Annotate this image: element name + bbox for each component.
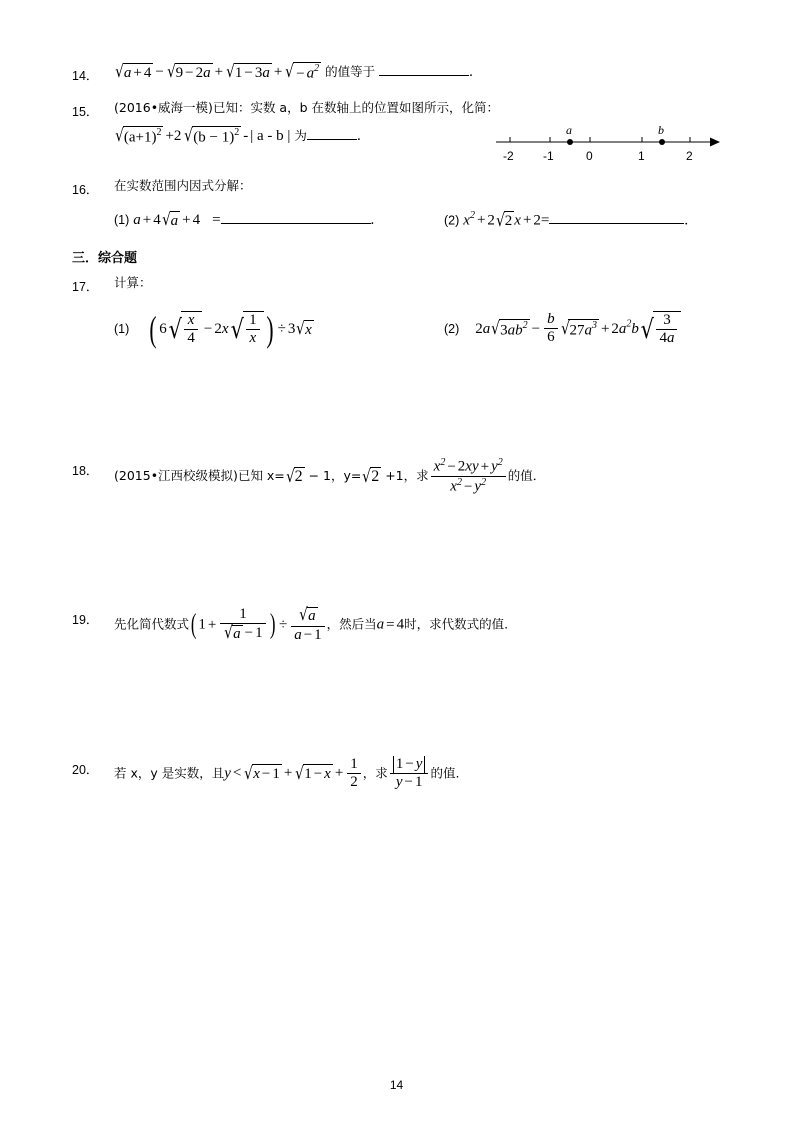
radicand: a: [170, 213, 179, 230]
problem-20-label: 20．: [72, 762, 99, 777]
problem-20-text-before: 若 x，y 是实数，且: [114, 765, 225, 781]
svg-text:1: 1: [638, 149, 645, 163]
problem-14-body: √a + 4 − √9 − 2a + √1 − 3a + √ − $a^2$ 的值等于 .: [115, 62, 473, 83]
radical-2: [285, 467, 305, 487]
radical-sign-icon: √: [184, 126, 194, 147]
problem-20-body: 若 x，y 是实数，且y < √x − 1 + √1 − x + $\frac{1}{2}$ ，求 $\frac{1 - y}{y - 1}$ 的值.: [114, 755, 460, 791]
radical-x: [295, 319, 314, 339]
radical-27a-cubed: [560, 319, 599, 339]
equals-sign: =: [540, 212, 550, 229]
period: .: [356, 128, 361, 144]
radical-sign-icon: √: [295, 763, 305, 784]
sub-label: (1): [114, 213, 130, 227]
radicand: $(a+1)^2$: [123, 127, 162, 146]
radical-sign-icon: √: [496, 210, 505, 231]
problem-14-tail-text: 的值等于: [325, 64, 376, 79]
radical-b-minus-1-squared: [183, 126, 241, 146]
radical-a-plus-4: [114, 62, 153, 82]
fraction-one-half: $\frac{1}{2}$: [347, 756, 361, 792]
condition-a-equals-4: a: [376, 616, 385, 633]
problem-17-text: 计算：: [114, 274, 152, 290]
radical-sign-icon: √: [230, 314, 244, 345]
radicand: x − 1: [253, 766, 280, 783]
radical-sign-icon: √: [115, 126, 124, 147]
problem-19-text-mid: ，然后当: [326, 616, 377, 632]
right-paren: ): [269, 609, 276, 641]
svg-text:b: b: [658, 124, 664, 137]
radical-sign-icon: √: [640, 314, 654, 345]
right-paren: ): [265, 308, 274, 349]
absolute-value: 1 − y: [393, 756, 426, 773]
problem-16: [72, 176, 722, 231]
radical-sign-icon: √: [491, 318, 501, 339]
radicand: a + 4: [123, 65, 152, 82]
problem-17-sub2: (2) $2a√3ab^2$ − $\frac{b}{6}$ $√27a^3 + 2a^2b√$ $\frac{3}{4a}$: [444, 311, 722, 348]
radicand: a: [233, 625, 241, 642]
radical-sign-icon: √: [168, 314, 182, 345]
problem-19-text-after: 时，求代数式的值.: [404, 616, 509, 632]
radical-a: [161, 210, 180, 230]
radical-3-over-4a: [639, 311, 682, 348]
sub-label: (2): [444, 213, 460, 228]
problem-20: [72, 756, 722, 792]
problem-18-label: 18．: [72, 464, 99, 479]
problem-20-text-mid: ，求: [362, 765, 388, 781]
problem-18-y-tail: +1，求: [381, 468, 429, 484]
problem-19-label: 19．: [72, 612, 99, 627]
radical-1-minus-x: [294, 764, 332, 784]
absolute-value-a-minus-b: | a - b |: [250, 128, 291, 144]
radical-x-over-4: [167, 311, 202, 348]
fraction-expression: $\frac{x^2 - 2xy + y^2}{x^2 - y^2}$: [431, 457, 506, 496]
radical-minus-a-squared: [284, 62, 321, 82]
problem-14-label: 14．: [72, 69, 99, 83]
problem-18-text-before: (2015•江西校级模拟)已知 x=: [114, 468, 285, 484]
problem-18: [72, 457, 722, 496]
fraction-root-a-over-a-minus-1: $\frac{√a}{a - 1}$: [291, 606, 324, 644]
radical-sign-icon: √: [244, 763, 254, 784]
radicand: $\frac{x}{4}$: [181, 311, 202, 348]
problem-16-sub2: (2) $x^2 + 2√2$ x + 2= .: [444, 210, 689, 231]
radical-sign-icon: √: [166, 62, 176, 83]
problem-18-x-tail: − 1，y=: [304, 468, 362, 484]
radicand: $3ab^2$: [500, 319, 528, 339]
answer-blank[interactable]: [307, 126, 357, 140]
problem-15: 15． (2016•威海一模)已知：实数 a，b 在数轴上的位置如图所示，化简： $√(a+1)^2 +2$ $√(b - 1)^2$ - | a - b | 为 . a b -2 -1 0 1 2: [72, 98, 722, 166]
section-heading-text: 三．综合题: [72, 250, 138, 266]
radical-2-b: [361, 467, 381, 487]
period: .: [684, 212, 689, 229]
radical-sign-icon: √: [161, 210, 171, 231]
problem-19-text-before: 先化简代数式: [114, 616, 190, 632]
radical-a-plus-1-squared: [114, 126, 163, 146]
radical-1-over-x: [229, 311, 264, 348]
radicand: $(b - 1)^2$: [193, 127, 240, 146]
radical-sign-icon: √: [296, 318, 306, 339]
problem-19-body: 先化简代数式( 1 + $\frac{1}{√a - 1}$ ) ÷ $\frac{√a}{a - 1}$ ，然后当a = 4时，求代数式的值.: [114, 604, 509, 644]
section-heading: [72, 247, 722, 267]
radical-2: [495, 211, 514, 231]
radicand: 1 − x: [304, 766, 331, 783]
svg-text:2: 2: [686, 149, 693, 163]
problem-17-label: 17．: [72, 279, 99, 294]
problem-17: [72, 273, 722, 348]
page-number: 14: [389, 1078, 404, 1092]
answer-blank[interactable]: [549, 210, 684, 224]
radical-a-b: [298, 606, 317, 626]
number-line-svg: [492, 124, 722, 168]
radical-sign-icon: √: [226, 62, 235, 83]
left-paren: (: [190, 609, 197, 641]
problem-14: [72, 62, 722, 84]
radicand: $27a^3$: [569, 319, 597, 339]
problem-19: [72, 606, 722, 644]
radical-sign-icon: √: [285, 62, 295, 83]
problem-18-text-after: 的值．: [507, 468, 546, 484]
radicand: 2: [504, 213, 513, 230]
radicand: $\frac{1}{x}$: [243, 311, 264, 348]
radical-sign-icon: √: [560, 318, 570, 339]
svg-text:-2: -2: [503, 149, 514, 163]
radical-9-minus-2a: [166, 62, 213, 82]
radical-sign-icon: √: [299, 604, 309, 625]
radicand: 2: [371, 468, 380, 486]
answer-blank[interactable]: [221, 210, 371, 224]
radicand: 2: [294, 468, 303, 486]
radicand: x: [305, 321, 312, 338]
radical-x-minus-1: [243, 764, 281, 784]
left-paren: (: [149, 308, 157, 349]
radicand: 1 − 3a: [234, 65, 270, 82]
radical-3ab-squared: [490, 319, 529, 339]
radical-a: [223, 624, 242, 644]
svg-text:a: a: [566, 124, 572, 137]
problem-18-body: [114, 457, 722, 496]
equals-sign: =: [212, 212, 221, 228]
radicand: a: [308, 607, 316, 624]
sub-label: (2): [444, 321, 460, 336]
radical-sign-icon: √: [285, 466, 295, 487]
fraction-b-over-6: $\frac{b}{6}$: [544, 311, 558, 347]
radical-1-minus-3a: [225, 62, 272, 82]
radical-sign-icon: √: [224, 623, 234, 644]
radicand: − $a^2$: [293, 62, 321, 82]
problem-16-sub1: (1) a + 4√a + 4 = .: [114, 210, 375, 231]
problem-16-label: 16．: [72, 183, 99, 197]
svg-text:-1: -1: [543, 149, 554, 163]
fraction-abs-1-minus-y-over-y-minus-1: $\frac{1 - y}{y - 1}$: [390, 756, 429, 792]
radical-sign-icon: √: [362, 466, 372, 487]
problem-15-label: 15．: [72, 105, 99, 119]
problem-16-text: 在实数范围内因式分解：: [114, 178, 252, 193]
period: .: [370, 212, 375, 228]
number-line-figure: [492, 124, 722, 168]
problem-20-text-after: 的值.: [430, 765, 460, 781]
svg-text:0: 0: [586, 149, 593, 163]
problem-17-sub1: (1) ( 6√ $\frac{x}{4}$ − 2x√ $\frac{1}{x}$ ) ÷ 3√x: [114, 308, 312, 349]
period: .: [469, 64, 473, 80]
fraction-1-over-root-a-minus-1: $\frac{1}{√a - 1}$: [220, 606, 265, 644]
radicand: 9 − 2a: [175, 65, 211, 82]
problem-15-text: (2016•威海一模)已知：实数 a，b 在数轴上的位置如图所示，化简：: [114, 100, 499, 115]
radical-sign-icon: √: [115, 62, 124, 83]
radicand: $\frac{3}{4a}$: [653, 311, 681, 348]
answer-blank[interactable]: [379, 62, 469, 76]
problem-15-text-after: 为: [294, 128, 307, 143]
sub-label: (1): [114, 321, 130, 336]
page-content: [72, 62, 722, 793]
